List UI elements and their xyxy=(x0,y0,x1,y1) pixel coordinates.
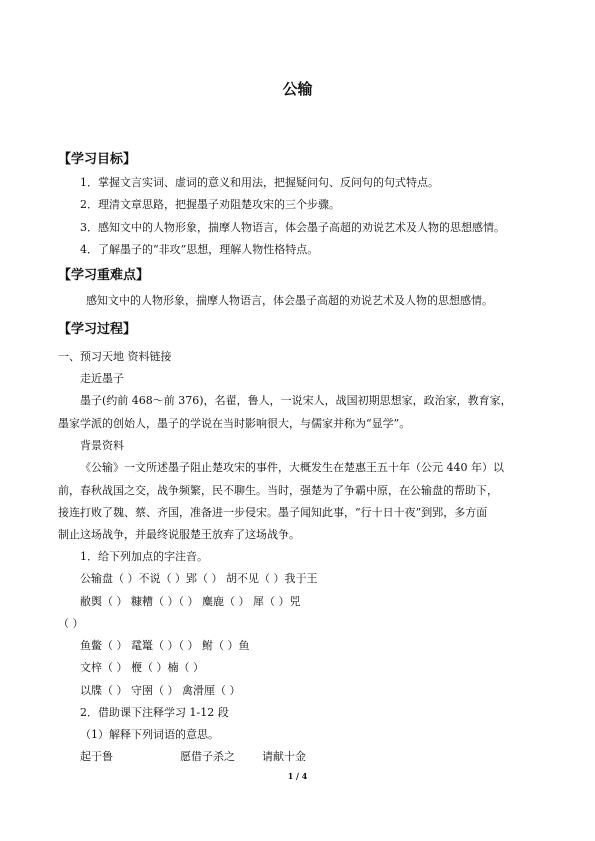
vocab-item: 起于鲁 xyxy=(80,750,113,763)
vocab-item: 请献十金 xyxy=(262,750,306,763)
phonetic-row: 公输盘（ ）不说（ ）郢（ ） 胡不见（ ）我于王 xyxy=(80,572,318,585)
question-one: 1．给下列加点的字注音。 xyxy=(80,550,208,563)
goals-heading: 【学习目标】 xyxy=(58,152,137,167)
background-text-line: 接连打败了魏、蔡、齐国，准备进一步侵宋。墨子闻知此事，“行十日十夜”到郢，多方面 xyxy=(58,506,488,519)
background-text-line: 制止这场战争，并最终说服楚王放弃了这场战争。 xyxy=(58,528,300,541)
background-text-line: 《公输》一文所述墨子阻止楚攻宋的事件，大概发生在楚惠王五十年（公元 440 年）以 xyxy=(80,461,504,474)
vocab-item: 愿借子杀之 xyxy=(180,750,235,763)
page-number: 1 / 4 xyxy=(287,771,308,781)
goal-item: 3．感知文中的人物形象，揣摩人物语言，体会墨子高超的劝说艺术及人物的思想感情。 xyxy=(80,221,505,234)
mozi-text-line: 墨家学派的创始人，墨子的学说在当时影响很大，与儒家并称为“显学”。 xyxy=(58,417,411,430)
phonetic-row: 文梓（ ） 楩（ ）楠（ ） xyxy=(80,661,204,674)
key-points-heading: 【学习重难点】 xyxy=(58,268,150,283)
goal-item: 4．了解墨子的“非攻”思想，理解人物性格特点。 xyxy=(80,243,319,256)
question-two: 2．借助课下注释学习 1-12 段 xyxy=(80,706,229,719)
mozi-subheading: 走近墨子 xyxy=(80,372,124,385)
process-heading: 【学习过程】 xyxy=(58,322,137,337)
goal-item: 1．掌握文言实词、虚词的意义和用法，把握疑问句、反问句的句式特点。 xyxy=(80,176,439,189)
goal-item: 2．理清文章思路，把握墨子劝阻楚攻宋的三个步骤。 xyxy=(80,198,340,211)
phonetic-row: 以牒（ ） 守圉（ ） 禽滑厘（ ） xyxy=(80,684,241,697)
phonetic-row: 鱼鳖（ ） 鼋鼍（ ）（ ） 鲋（ ）鱼 xyxy=(80,639,250,652)
background-subheading: 背景资料 xyxy=(80,439,124,452)
background-text-line: 前，春秋战国之交，战争频繁，民不聊生。当时，强楚为了争霸中原，在公输盘的帮助下， xyxy=(58,484,498,497)
phonetic-row: （ ） xyxy=(58,617,84,630)
page-title: 公输 xyxy=(282,80,313,98)
phonetic-row: 敝舆（ ） 糠糟（ ）（ ） 麋鹿（ ） 犀（ ）兕 xyxy=(80,595,301,608)
question-two-part-one: （1）解释下列词语的意思。 xyxy=(80,728,219,741)
key-points-text: 感知文中的人物形象，揣摩人物语言，体会墨子高超的劝说艺术及人物的思想感情。 xyxy=(86,294,493,307)
mozi-text-line: 墨子(约前 468～前 376)，名翟，鲁人，一说宋人，战国初期思想家，政治家，教育家， xyxy=(80,394,512,407)
part-one-heading: 一、预习天地 资料链接 xyxy=(58,350,172,363)
